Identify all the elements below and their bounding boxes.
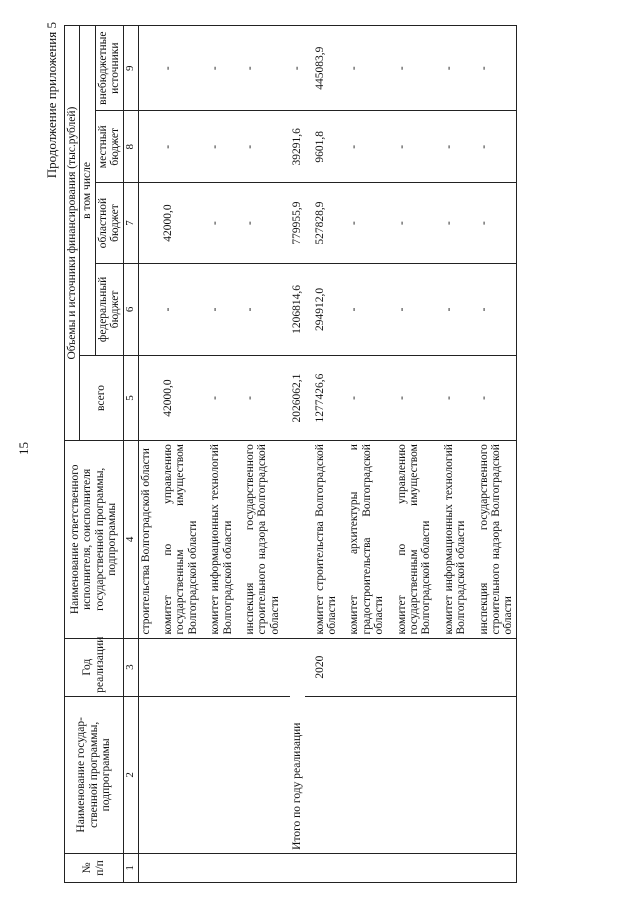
- total-cell: -: [477, 355, 517, 440]
- page-number: 15: [16, 442, 31, 455]
- header-financing-group: Объемы и источники финансирования (тыс.рублей): [65, 26, 80, 441]
- total-regional: 779955,9: [290, 183, 304, 264]
- external-cell: -: [442, 26, 469, 111]
- col-index: 6: [123, 263, 138, 355]
- regional-cell: -: [347, 183, 386, 264]
- header-num: № п/п: [65, 853, 124, 882]
- total-cell: -: [395, 355, 434, 440]
- external-cell: -: [477, 26, 517, 111]
- regional-cell: [138, 183, 153, 264]
- regional-cell: -: [477, 183, 517, 264]
- col-index: 1: [123, 853, 138, 882]
- executor-cell: инспекция государственного строительного надзора Волгоградской области: [243, 441, 282, 638]
- executor-cell: комитет информационных технологий Волгоградской области: [442, 441, 469, 638]
- appendix-label: Продолжение приложения 5: [44, 22, 59, 179]
- federal-cell: -: [208, 263, 235, 355]
- regional-cell: -: [395, 183, 434, 264]
- local-cell: -: [477, 111, 517, 183]
- local-cell: -: [347, 111, 386, 183]
- federal-cell: -: [395, 263, 434, 355]
- total-cell: -: [243, 355, 282, 440]
- header-program: Наименование государ-ственной программы, подпрограммы: [65, 696, 124, 853]
- col-index: 4: [123, 441, 138, 638]
- table-row: [395, 26, 434, 883]
- regional-cell: -: [208, 183, 235, 264]
- table-row: [243, 26, 282, 883]
- federal-cell: [138, 263, 153, 355]
- header-year: Год реализации: [65, 638, 124, 696]
- table-row: [161, 26, 200, 883]
- federal-cell: -: [347, 263, 386, 355]
- financing-table: [64, 25, 517, 883]
- external-cell: -: [161, 26, 200, 111]
- total-row: [290, 26, 304, 883]
- table-row: [477, 26, 517, 883]
- header-regional: областной бюджет: [95, 183, 123, 264]
- total-sum: 2026062,1: [290, 355, 304, 440]
- federal-cell: -: [243, 263, 282, 355]
- executor-cell: комитет строительства Волгоградской области: [313, 441, 340, 638]
- external-cell: -: [208, 26, 235, 111]
- col-index: 3: [123, 638, 138, 696]
- header-total: всего: [80, 355, 123, 440]
- federal-cell: -: [477, 263, 517, 355]
- external-cell: 445083,9: [313, 26, 340, 111]
- federal-cell: -: [161, 263, 200, 355]
- total-cell: [138, 355, 153, 440]
- header-external: внебюджетные источники: [95, 26, 123, 111]
- col-index: 5: [123, 355, 138, 440]
- regional-cell: 42000,0: [161, 183, 200, 264]
- executor-cell: комитет по управлению государственным имуществом Волгоградской области: [395, 441, 434, 638]
- external-cell: [138, 26, 153, 111]
- local-cell: -: [208, 111, 235, 183]
- executor-cell: комитет архитектуры и градостроительства Волгоградской области: [347, 441, 386, 638]
- table-row: [208, 26, 235, 883]
- col-index: 2: [123, 696, 138, 853]
- total-cell: 42000,0: [161, 355, 200, 440]
- total-external: -: [290, 26, 304, 111]
- total-label: Итого по году реализации: [290, 638, 304, 853]
- external-cell: -: [243, 26, 282, 111]
- local-cell: [138, 111, 153, 183]
- total-cell: 1277426,6: [313, 355, 340, 440]
- col-index: 9: [123, 26, 138, 111]
- header-executor: Наименование ответственного исполнителя, соисполнителя государственной программы, подпрограммы: [65, 441, 124, 638]
- federal-cell: -: [442, 263, 469, 355]
- regional-cell: -: [442, 183, 469, 264]
- total-cell: -: [347, 355, 386, 440]
- external-cell: -: [395, 26, 434, 111]
- col-index: 8: [123, 111, 138, 183]
- executor-cell: комитет информационных технологий Волгоградской области: [208, 441, 235, 638]
- header-local: местный бюджет: [95, 111, 123, 183]
- local-cell: -: [161, 111, 200, 183]
- federal-cell: 294912,0: [313, 263, 340, 355]
- col-index: 7: [123, 183, 138, 264]
- local-cell: -: [243, 111, 282, 183]
- header-federal: федеральный бюджет: [95, 263, 123, 355]
- external-cell: -: [347, 26, 386, 111]
- local-cell: -: [395, 111, 434, 183]
- total-cell: -: [442, 355, 469, 440]
- local-cell: -: [442, 111, 469, 183]
- executor-cell: инспекция государственного строительного надзора Волгоградской области: [477, 441, 517, 638]
- local-cell: 9601,8: [313, 111, 340, 183]
- year-cell: 2020: [313, 638, 340, 696]
- table-row: [313, 26, 340, 883]
- total-federal: 1206814,6: [290, 263, 304, 355]
- table-row: [347, 26, 386, 883]
- total-cell: -: [208, 355, 235, 440]
- header-subgroup: в том числе: [80, 26, 95, 356]
- regional-cell: 527828,9: [313, 183, 340, 264]
- regional-cell: -: [243, 183, 282, 264]
- executor-cell: строительства Волгоградской области: [138, 441, 153, 638]
- table-row: [138, 26, 153, 883]
- total-local: 39291,6: [290, 111, 304, 183]
- table-row: [442, 26, 469, 883]
- executor-cell: комитет по управлению государственным имуществом Волгоградской области: [161, 441, 200, 638]
